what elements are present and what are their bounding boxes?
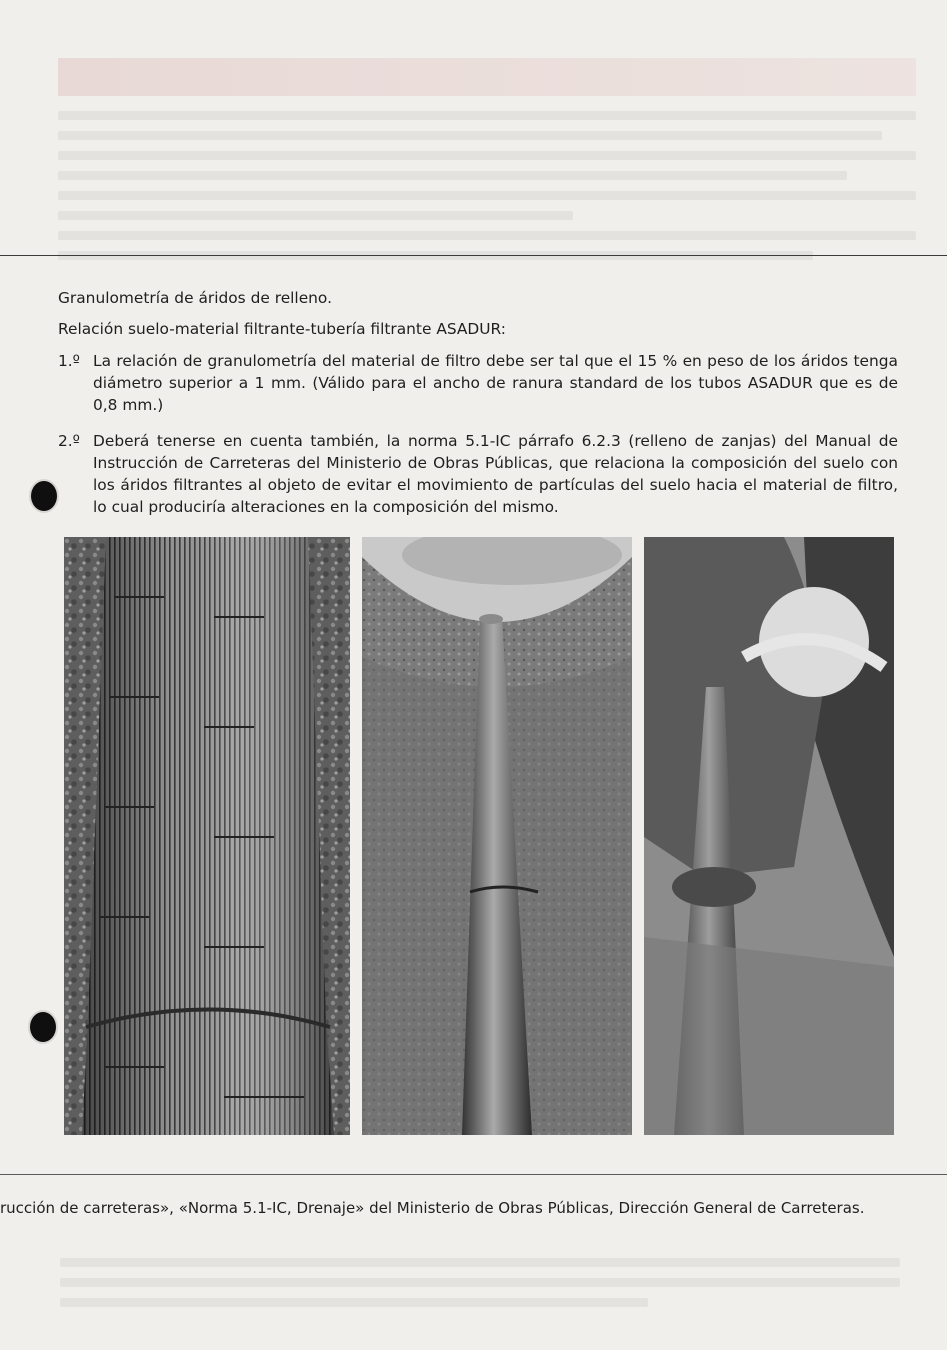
list-item-text: Deberá tenerse en cuenta también, la norma 5.1-IC párrafo 6.2.3 (relleno de zanjas) del Manual de Instrucción de Carreteras del Ministerio de Obras Públicas, que relaciona la composición del suelo con los áridos filtrantes al objeto de evitar el movimiento de partículas del suelo hacia el material de filtro, lo cual produciría alteraciones en la composición del mismo. (93, 432, 898, 516)
photo-pipe-in-trench (362, 537, 632, 1135)
section-heading: Granulometría de áridos de relleno. (58, 289, 332, 307)
list-item-2 (58, 430, 898, 518)
section-subheading: Relación suelo-material filtrante-tubería filtrante ASADUR: (58, 320, 506, 338)
footer-reference: rucción de carreteras», «Norma 5.1-IC, Drenaje» del Ministerio de Obras Públicas, Dirección General de Carreteras. (0, 1199, 865, 1217)
list-item-number: 1.º (58, 352, 80, 370)
bottom-rule (0, 1174, 947, 1175)
list-item-number: 2.º (58, 432, 80, 450)
punch-hole-lower (30, 1012, 56, 1042)
punch-hole-upper (31, 481, 57, 511)
bleed-through-text (58, 100, 916, 250)
photo-worker-installing-pipe (644, 537, 894, 1135)
list-item-1 (58, 350, 898, 416)
top-rule (0, 255, 947, 256)
bleed-through-header (58, 58, 916, 96)
document-body (58, 287, 898, 518)
photo-slotted-pipe-closeup (64, 537, 350, 1135)
list-item-text: La relación de granulometría del material de filtro debe ser tal que el 15 % en peso de los áridos tenga diámetro superior a 1 mm. (Válido para el ancho de ranura standard de los tubos ASADUR que es de 0,8 mm.) (93, 352, 898, 414)
bleed-through-footer (60, 1258, 900, 1318)
